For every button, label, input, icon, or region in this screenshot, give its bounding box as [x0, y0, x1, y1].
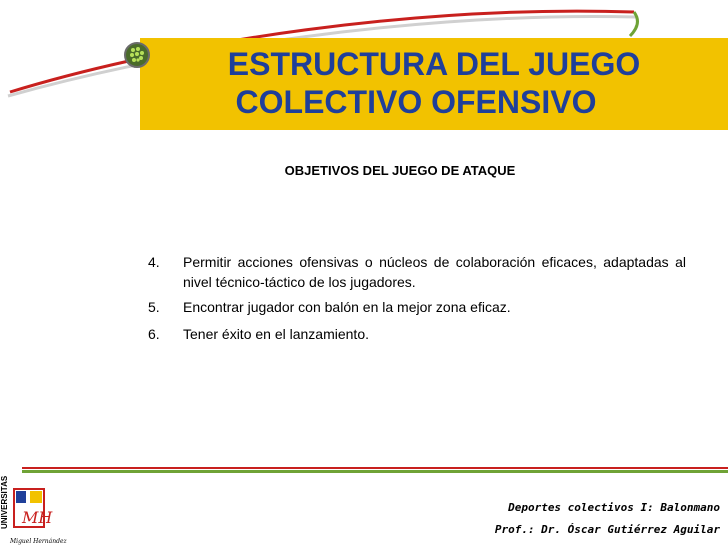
course-name: Deportes colectivos I: Balonmano [508, 501, 720, 514]
university-logo [0, 475, 67, 546]
footer-divider-green [22, 470, 728, 473]
list-item-text: Tener éxito en el lanzamiento. [183, 326, 369, 342]
section-subtitle: OBJETIVOS DEL JUEGO DE ATAQUE [284, 163, 516, 178]
professor-name: Prof.: Dr. Óscar Gutiérrez Aguilar [494, 523, 720, 536]
list-item-number: 4. [148, 254, 160, 270]
svg-text:UNIVERSITAS: UNIVERSITAS [0, 475, 9, 529]
footer-divider-red [22, 467, 728, 469]
svg-text:Miguel Hernández: Miguel Hernández [10, 538, 67, 545]
list-item-text: Permitir acciones ofensivas o núcleos de colaboración eficaces, adaptadas al nivel técnico-táctico de los jugadores. [183, 254, 686, 290]
list-item-text: Encontrar jugador con balón en la mejor zona eficaz. [183, 299, 511, 315]
svg-text:MH: MH [22, 508, 53, 527]
page-title-line1: ESTRUCTURA DEL JUEGO [227, 46, 641, 82]
list-item-number: 5. [148, 299, 160, 315]
page-title-line2: COLECTIVO OFENSIVO [235, 84, 597, 120]
list-item-number: 6. [148, 326, 160, 342]
